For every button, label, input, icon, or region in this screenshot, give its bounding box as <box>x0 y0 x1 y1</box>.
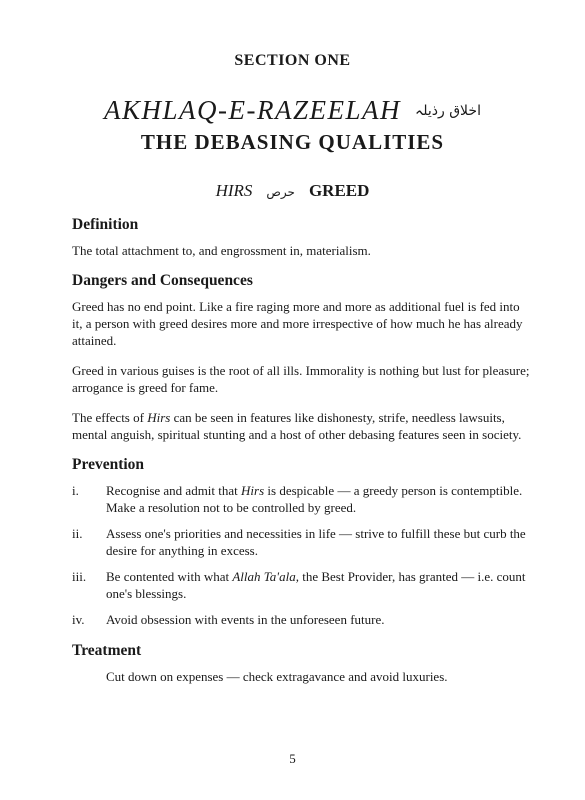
treatment-heading: Treatment <box>72 642 142 659</box>
list-item-number: i. <box>72 483 79 498</box>
list-item-text-start: Assess one's priorities and necessities in life — strive to fulfill these but curb the desire for anything in excess. <box>106 526 526 558</box>
prevention-heading: Prevention <box>72 456 145 473</box>
list-item-text-end: is despicable — a greedy person is contemptible. Make a resolution not to be controlled by greed. <box>106 483 523 515</box>
list-item-text-start: Recognise and admit that <box>106 483 242 498</box>
dangers-paragraph-3 <box>72 409 530 443</box>
list-item-number: iii. <box>72 569 87 584</box>
list-item-text <box>106 482 530 516</box>
list-item-text-end: the Best Provider, has granted — i.e. count one's blessings. <box>106 569 526 601</box>
dangers-heading: Dangers and Consequences <box>72 272 253 289</box>
list-item <box>72 482 530 516</box>
list-item-text-start: Avoid obsession with events in the unforeseen future. <box>106 612 385 627</box>
list-item-term: Allah Ta'ala, <box>232 569 299 584</box>
list-item <box>72 611 530 628</box>
page-number: 5 <box>289 751 296 766</box>
list-item-text <box>106 525 530 559</box>
page-body <box>72 216 530 698</box>
list-item <box>72 568 530 602</box>
definition-text: The total attachment to, and engrossment in, materialism. <box>72 243 371 258</box>
chapter-subtitle: THE DEBASING QUALITIES <box>140 130 445 154</box>
dangers-paragraph-1: Greed has no end point. Like a fire raging more and more as additional fuel is fed into it, a person with greed desires more and more irrespective of how much he has already attained. <box>72 299 523 348</box>
list-item-text-start: Be contented with what <box>106 569 233 584</box>
dangers-paragraph-2: Greed in various guises is the root of all ills. Immorality is nothing but lust for pleasure; arrogance is greed for fame. <box>72 363 530 395</box>
quality-arabic: حرص <box>266 185 295 199</box>
treatment-text: Cut down on expenses — check extragavance and avoid luxuries. <box>106 669 448 684</box>
prevention-list <box>72 482 530 628</box>
definition-heading: Definition <box>72 216 139 233</box>
title-arabic: اخلاق رذیلہ <box>415 103 481 119</box>
dangers-paragraph-3-start: The effects of <box>72 410 148 425</box>
title-transliteration: AKHLAQ-E-RAZEELAH <box>104 95 402 125</box>
dangers-paragraph-3-end: can be seen in features like dishonesty, strife, needless lawsuits, mental anguish, spiritual stunting and a host of other debasing features seen in society. <box>72 410 522 442</box>
list-item-term: Hirs <box>241 483 265 498</box>
list-item-text <box>106 568 530 602</box>
list-item-text <box>106 611 530 628</box>
list-item-number: ii. <box>72 526 83 541</box>
quality-transliteration: HIRS <box>215 181 253 200</box>
quality-heading <box>0 181 585 201</box>
list-item-number: iv. <box>72 612 85 627</box>
list-item <box>72 525 530 559</box>
dangers-paragraph-3-term: Hirs <box>147 410 171 425</box>
section-label: SECTION ONE <box>234 52 351 69</box>
chapter-title <box>0 95 585 126</box>
quality-english: GREED <box>308 181 370 200</box>
